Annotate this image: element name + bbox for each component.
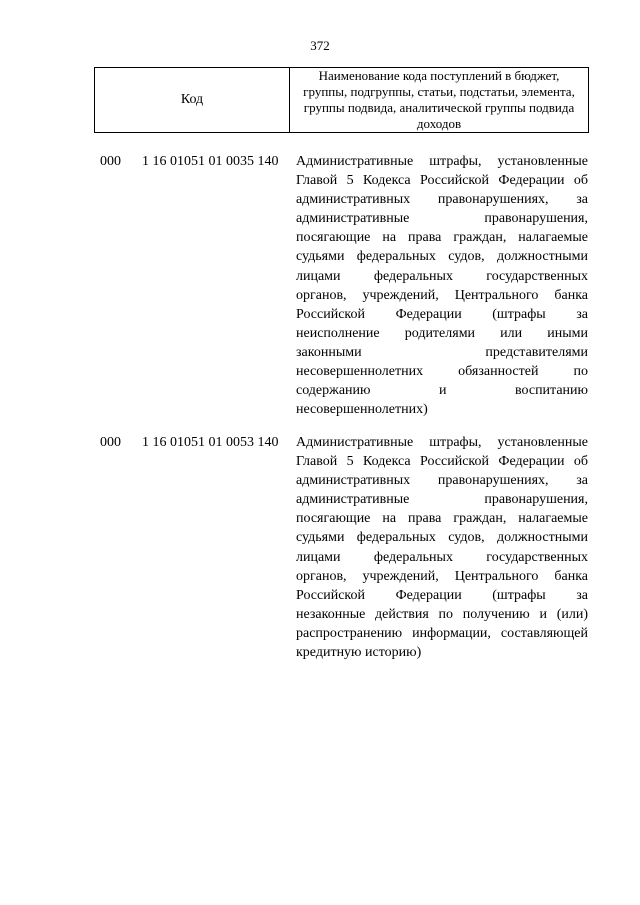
description-line: несовершеннолетних) [296,402,428,418]
description-line: Российской Федерации (штрафы за [296,587,588,603]
description-line: Главой 5 Кодекса Российской Федерации об [296,173,588,189]
description-line: содержанию и воспитанию [296,383,588,399]
column-header-code: Код [95,68,290,132]
description-line: лицами федеральных государственных [296,549,588,565]
description-line: Административные штрафы, установленные [296,154,588,169]
description-line: несовершеннолетних обязанностей по [296,364,588,380]
admin-code: 000 [100,435,121,450]
column-header-name: Наименование кода поступлений в бюджет, группы, подгруппы, статьи, подстатьи, элемента, группы подвида, аналитической группы подвида доходов [303,68,575,131]
description-line: административные правонарушения, [296,211,588,227]
description-line: административных правонарушениях, за [296,192,588,208]
description-line: судьями федеральных судов, должностными [296,249,588,265]
description-line: неисполнение родителями или иными [296,325,588,341]
description-line: распространению информации, составляющей [296,625,588,641]
admin-code: 000 [100,154,121,169]
page-number: 372 [310,38,330,53]
budget-code: 1 16 01051 01 0053 140 [142,435,279,450]
income-description [296,433,588,662]
description-line: посягающие на права граждан, налагаемые [296,230,588,246]
description-line: лицами федеральных государственных [296,268,588,284]
description-line: посягающие на права граждан, налагаемые [296,511,588,527]
description-line: органов, учреждений, Центрального банка [296,287,588,303]
budget-code: 1 16 01051 01 0035 140 [142,154,279,169]
table-header [94,67,589,133]
description-line: административных правонарушениях, за [296,473,588,489]
description-line: административные правонарушения, [296,492,588,508]
description-line: Административные штрафы, установленные [296,435,588,450]
description-line: Главой 5 Кодекса Российской Федерации об [296,454,588,470]
description-line: незаконные действия по получению и (или) [296,606,588,622]
description-line: органов, учреждений, Центрального банка [296,568,588,584]
description-line: Российской Федерации (штрафы за [296,306,588,322]
income-description [296,152,588,419]
description-line: судьями федеральных судов, должностными [296,530,588,546]
description-line: законными представителями [296,344,588,360]
description-line: кредитную историю) [296,645,422,661]
